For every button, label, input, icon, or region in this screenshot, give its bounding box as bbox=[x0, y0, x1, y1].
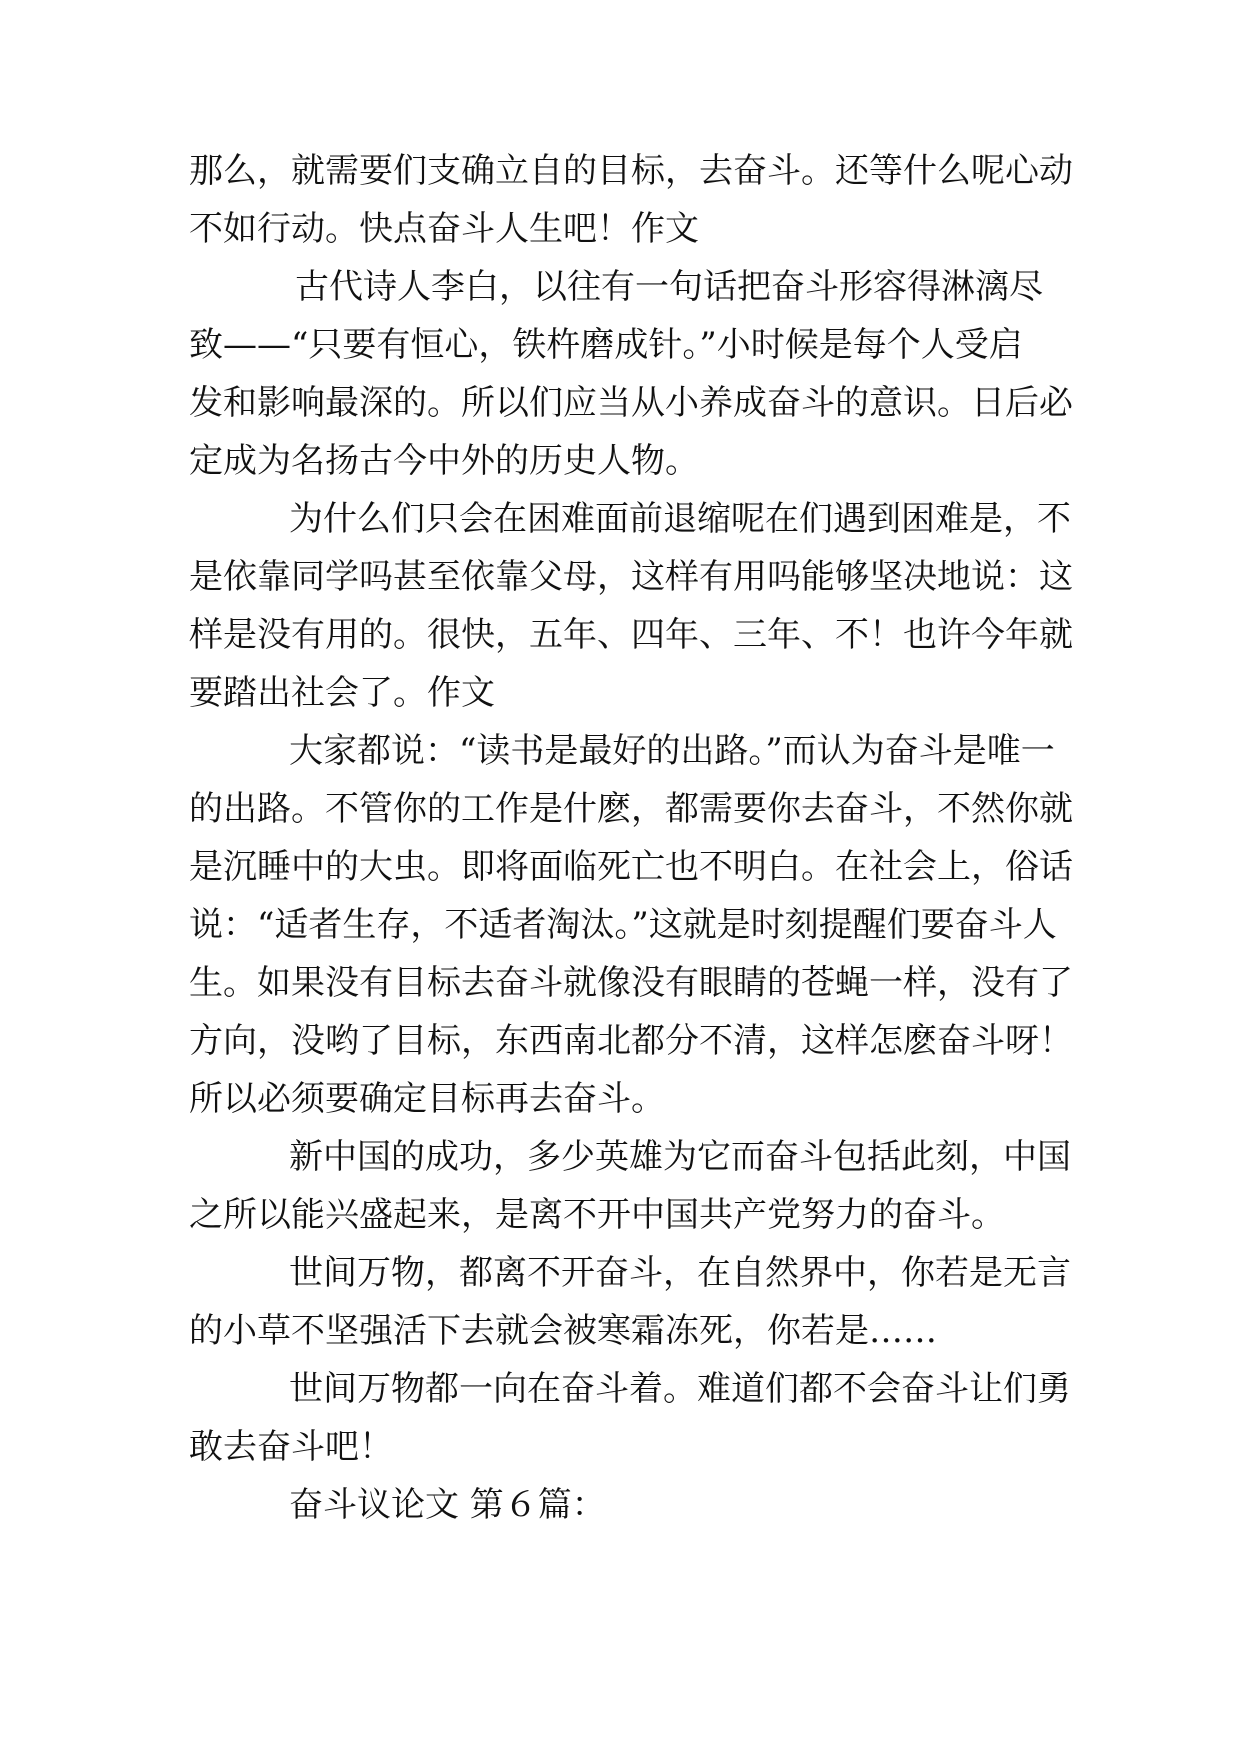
text-line: 的出路。不管你的工作是什麽，都需要你去奋斗，不然你就 bbox=[189, 789, 1073, 829]
text-line: 定成为名扬古今中外的历史人物。 bbox=[189, 441, 699, 481]
section-heading: 奋斗议论文 第６篇： bbox=[289, 1485, 606, 1525]
text-line: 那么，就需要们支确立自的目标，去奋斗。还等什么呢心动 bbox=[189, 151, 1073, 191]
text-line: 之所以能兴盛起来，是离不开中国共产党努力的奋斗。 bbox=[189, 1195, 1005, 1235]
text-line: 样是没有用的。很快，五年、四年、三年、不！也许今年就 bbox=[189, 615, 1073, 655]
paragraph-start-line: 世间万物，都离不开奋斗，在自然界中，你若是无言 bbox=[289, 1253, 1071, 1293]
paragraph-start-line: 为什么们只会在困难面前退缩呢在们遇到困难是，不 bbox=[289, 499, 1071, 539]
document-body bbox=[189, 142, 1073, 1534]
text-line: 所以必须要确定目标再去奋斗。 bbox=[189, 1079, 665, 1119]
text-line: 要踏出社会了。作文 bbox=[189, 673, 495, 713]
paragraph-start-line: 大家都说：“读书是最好的出路。”而认为奋斗是唯一 bbox=[289, 731, 1055, 771]
text-line: 生。如果没有目标去奋斗就像没有眼睛的苍蝇一样，没有了 bbox=[189, 963, 1073, 1003]
text-line: 是沉睡中的大虫。即将面临死亡也不明白。在社会上，俗话 bbox=[189, 847, 1073, 887]
paragraph-start-line: 古代诗人李白，以往有一句话把奋斗形容得淋漓尽 bbox=[295, 267, 1043, 307]
text-line: 是依靠同学吗甚至依靠父母，这样有用吗能够坚决地说：这 bbox=[189, 557, 1073, 597]
paragraph-start-line: 新中国的成功，多少英雄为它而奋斗包括此刻，中国 bbox=[289, 1137, 1071, 1177]
text-line: 方向，没哟了目标，东西南北都分不清，这样怎麽奋斗呀！ bbox=[189, 1021, 1073, 1061]
text-line: 说：“适者生存，不适者淘汰。”这就是时刻提醒们要奋斗人 bbox=[189, 905, 1057, 945]
text-line: 致——“只要有恒心，铁杵磨成针。”小时候是每个人受启 bbox=[189, 325, 1023, 365]
paragraph-start-line: 世间万物都一向在奋斗着。难道们都不会奋斗让们勇 bbox=[289, 1369, 1071, 1409]
text-line: 敢去奋斗吧！ bbox=[189, 1427, 393, 1467]
text-line: 不如行动。快点奋斗人生吧！作文 bbox=[189, 209, 699, 249]
text-line: 的小草不坚强活下去就会被寒霜冻死，你若是…… bbox=[189, 1311, 937, 1351]
text-line: 发和影响最深的。所以们应当从小养成奋斗的意识。日后必 bbox=[189, 383, 1073, 423]
